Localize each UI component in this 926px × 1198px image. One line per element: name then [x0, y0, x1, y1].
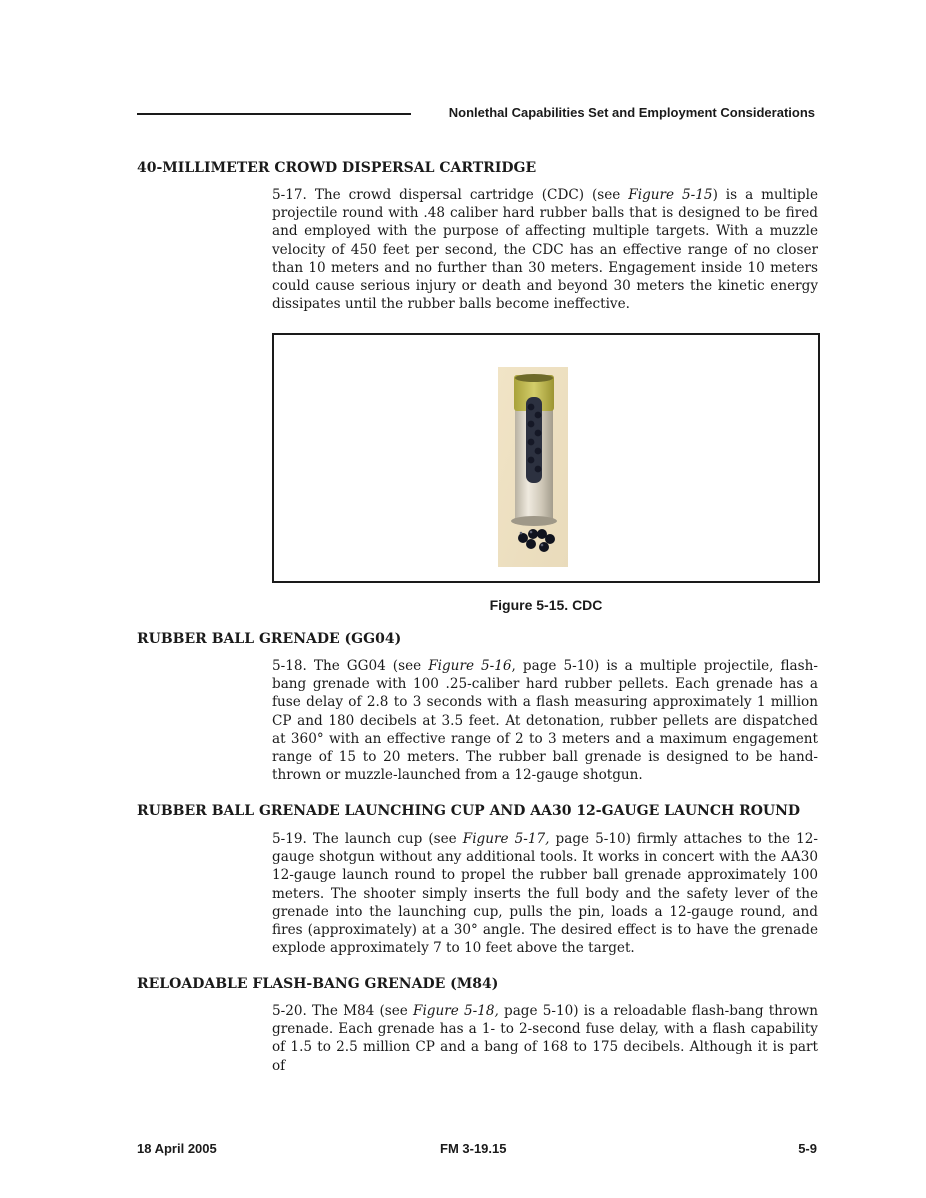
- paragraph-5-18: 5-18. The GG04 (see Figure 5-16, page 5-10) is a multiple projectile, flash-bang grenade with 100 .25-caliber hard rubber pellets. Each grenade has a fuse delay of 2.8 to 3 seconds with a flash measuring approximately 1 million CP and 180 decibels at 3.5 feet. At detonation, rubber pellets are dispatched at 360° with an effective range of 2 to 3 meters and a maximum engagement range of 15 to 20 meters. The rubber ball grenade is designed to be hand-thrown or muzzle-launched from a 12-gauge shotgun.: [272, 658, 818, 784]
- paragraph-number: 5-19.: [272, 831, 307, 847]
- section-heading-cdc: 40-MILLIMETER CROWD DISPERSAL CARTRIDGE: [137, 160, 537, 176]
- figure-reference: Figure 5-16: [428, 658, 512, 674]
- paragraph-5-17: 5-17. The crowd dispersal cartridge (CDC) (see Figure 5-15) is a multiple projectile round with .48 caliber hard rubber balls that is designed to be fired and employed with the purpose of affecting multiple targets. With a muzzle velocity of 450 feet per second, the CDC has an effective range of no closer than 10 meters and no further than 30 meters. Engagement inside 10 meters could cause serious injury or death and beyond 30 meters the kinetic energy dissipates until the rubber balls become ineffective.: [272, 187, 819, 313]
- figure-caption: Figure 5-15. CDC: [489, 597, 603, 613]
- section-heading-gg04: RUBBER BALL GRENADE (GG04): [137, 631, 402, 647]
- paragraph-number: 5-17.: [272, 187, 307, 203]
- footer-page-number: 5-9: [798, 1141, 817, 1156]
- figure-reference: Figure 5-18,: [413, 1003, 499, 1019]
- footer-date: 18 April 2005: [137, 1141, 217, 1156]
- section-heading-m84: RELOADABLE FLASH-BANG GRENADE (M84): [137, 976, 499, 992]
- running-header: Nonlethal Capabilities Set and Employment Considerations: [448, 105, 815, 120]
- figure-5-15: [272, 333, 820, 583]
- figure-reference: Figure 5-17,: [462, 831, 550, 847]
- paragraph-number: 5-20.: [272, 1003, 307, 1019]
- paragraph-5-19: 5-19. The launch cup (see Figure 5-17, page 5-10) firmly attaches to the 12-gauge shotgun without any additional tools. It works in concert with the AA30 12-gauge launch round to propel the rubber ball grenade approximately 100 meters. The shooter simply inserts the full body and the safety lever of the grenade into the launching cup, pulls the pin, loads a 12-gauge round, and fires (approximately) at a 30° angle. The desired effect is to have the grenade explode approximately 7 to 10 feet above the target.: [272, 831, 819, 957]
- paragraph-number: 5-18.: [272, 658, 307, 674]
- section-heading-launching-cup: RUBBER BALL GRENADE LAUNCHING CUP AND AA30 12-GAUGE LAUNCH ROUND: [137, 803, 801, 819]
- header-rule: [137, 113, 411, 115]
- cdc-cartridge-photo-icon: [498, 367, 568, 567]
- footer-doc-id: FM 3-19.15: [440, 1141, 507, 1156]
- paragraph-5-20: 5-20. The M84 (see Figure 5-18, page 5-10) is a reloadable flash-bang thrown grenade. Each grenade has a 1- to 2-second fuse delay, with a flash capability of 1.5 to 2.5 million CP and a bang of 168 to 175 decibels. Although it is part of: [272, 1003, 818, 1074]
- figure-reference: Figure 5-15: [628, 187, 713, 203]
